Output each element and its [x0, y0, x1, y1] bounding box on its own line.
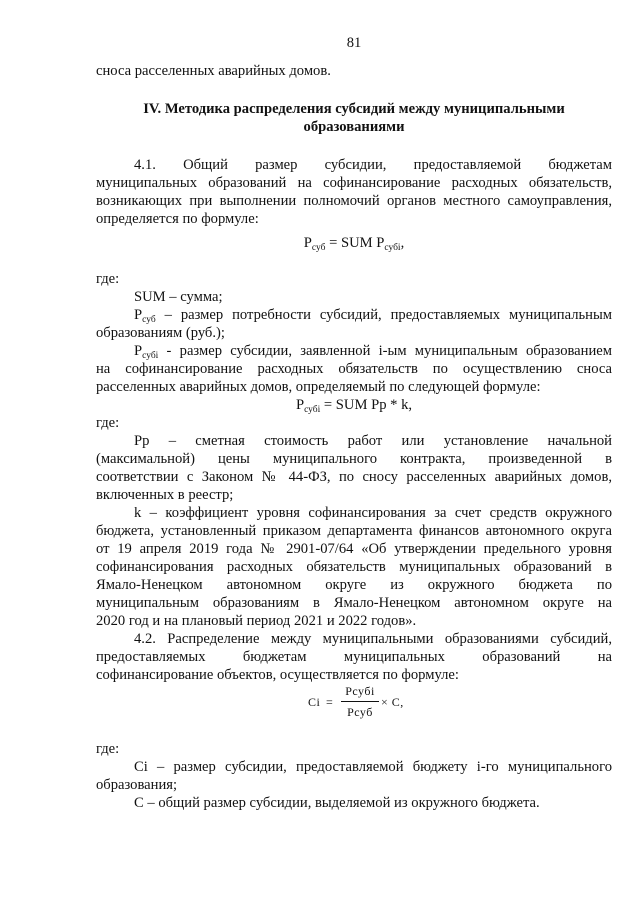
formula-subscript: субi — [142, 351, 159, 361]
definition-line: Pp – сметная стоимость работ или установление начальной — [134, 433, 612, 449]
definition-line: (максимальной) цены муниципального контракта, произведенной в — [96, 451, 612, 467]
formula-text: , — [400, 235, 405, 251]
definition-line: на софинансирование расходных обязательств по осуществлению сноса — [96, 361, 612, 377]
definition-line: Ямало-Ненецком автономном округе из окружного бюджета по — [96, 577, 612, 593]
definition-line: от 19 апреля 2019 года № 2901-07/64 «Об утверждении предельного уровня — [96, 541, 612, 557]
definition-line: бюджета, установленный приказом департамента финансов автономного округа — [96, 523, 612, 539]
section-heading: IV. Методика распределения субсидий между муниципальными — [143, 101, 565, 117]
definition-line: образования; — [96, 777, 178, 793]
definition-line — [134, 306, 612, 326]
definition-line: соответствии с Законом № 44-ФЗ, по сносу расселенных аварийных домов, — [96, 469, 612, 485]
formula-text: P — [295, 397, 305, 413]
fraction-bar — [341, 701, 379, 702]
paragraph-line: определяется по формуле: — [96, 211, 259, 227]
formula-distribution — [308, 684, 458, 722]
definition-line: расселенных аварийных домов, определяемый по следующей формуле: — [96, 379, 541, 395]
formula-per-municipality — [96, 396, 612, 416]
definition-line: SUM – сумма; — [134, 289, 223, 305]
formula-text: = SUM P — [325, 235, 385, 251]
fraction-numerator: Pсубi — [345, 684, 375, 698]
paragraph-line: предоставляемых бюджетам муниципальных образований на — [96, 649, 612, 665]
where-label: где: — [96, 271, 120, 287]
page-number: 81 — [346, 35, 362, 51]
formula-subscript: суб — [142, 315, 156, 325]
formula-subscript: суб — [311, 243, 326, 253]
definition-line: муниципальным образованиям в Ямало-Ненецком автономном округе на — [96, 595, 612, 611]
definition-text: - размер субсидии, заявленной i-ым муниципальным образованием — [158, 343, 612, 359]
where-label: где: — [96, 741, 120, 757]
formula-rhs: × C, — [381, 695, 404, 709]
section-heading: образованиями — [303, 119, 405, 135]
formula-text: P — [134, 307, 143, 323]
text-line: сноса расселенных аварийных домов. — [96, 63, 331, 79]
where-label: где: — [96, 415, 120, 431]
formula-subscript: субi — [304, 405, 321, 415]
paragraph-line: софинансирование объектов, осуществляется по формуле: — [96, 667, 459, 683]
formula-total — [96, 234, 612, 254]
formula-equals: = — [326, 695, 334, 709]
paragraph-line: возникающих при выполнении полномочий органов местного самоуправления, — [96, 193, 612, 209]
formula-subscript: субi — [384, 243, 401, 253]
fraction-denominator: Pсуб — [347, 705, 373, 719]
definition-line: 2020 год и на плановый период 2021 и 2022 годов». — [96, 613, 417, 629]
paragraph-line: 4.2. Распределение между муниципальными образованиями субсидий, — [134, 631, 612, 647]
formula-text: P — [134, 343, 143, 359]
definition-text: – размер потребности субсидий, предоставляемых муниципальным — [155, 307, 612, 323]
formula-lhs: Ci — [308, 695, 321, 709]
definition-line: Ci – размер субсидии, предоставляемой бюджету i-го муниципального — [134, 759, 612, 775]
formula-text: P — [303, 235, 312, 251]
definition-line: софинансирования расходных обязательств муниципальных образований в — [96, 559, 612, 575]
paragraph-line: муниципальных образований на софинансирование расходных обязательств, — [96, 175, 612, 191]
formula-text: = SUM Pp * k, — [320, 397, 413, 413]
definition-line: С – общий размер субсидии, выделяемой из окружного бюджета. — [134, 795, 540, 811]
definition-line: образованиям (руб.); — [96, 325, 225, 341]
definition-line: включенных в реестр; — [96, 487, 234, 503]
definition-line — [134, 342, 612, 362]
definition-line: k – коэффициент уровня софинансирования за счет средств окружного — [134, 505, 612, 521]
paragraph-line: 4.1. Общий размер субсидии, предоставляемой бюджетам — [134, 157, 612, 173]
